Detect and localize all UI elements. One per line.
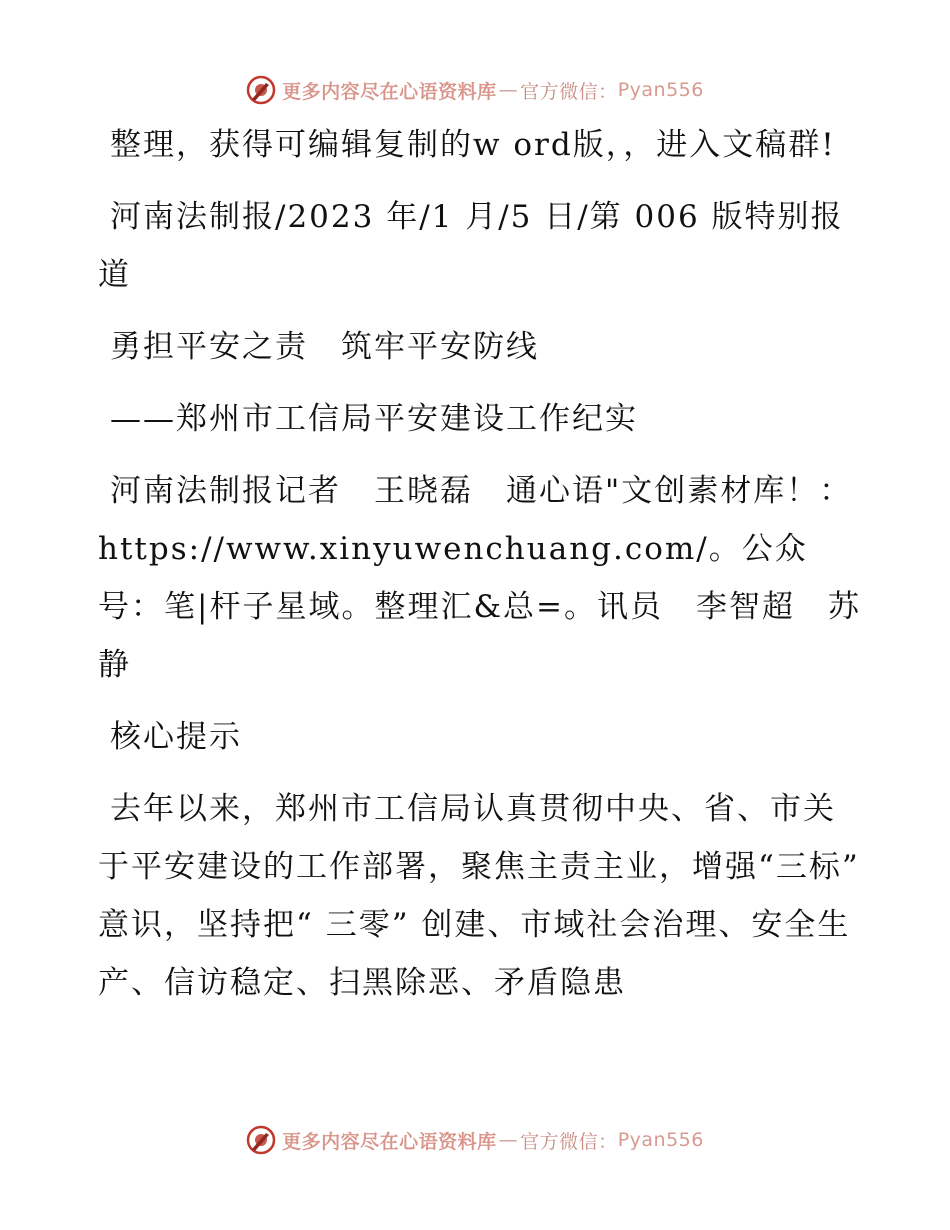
article-subtitle: ——郑州市工信局平安建设工作纪实: [110, 401, 638, 437]
watermark-text: 更多内容尽在心语资料库: [282, 1130, 497, 1153]
paragraph-body: 去年以来，郑州市工信局认真贯彻中央、省、市关于平安建设的工作部署，聚焦主责主业，增强“三标” 意识，坚持把“ 三零” 创建、市域社会治理、安全生产、信访稳定、扫黑除恶、矛盾隐患: [98, 791, 860, 1001]
paragraph-source-line: 河南法制报/2023 年/1 月/5 日/第 006 版特别报道: [98, 199, 844, 293]
watermark-wechat-id: Pyan556: [617, 79, 704, 101]
paragraph-byline: 河南法制报记者 王晓磊 通心语"文创素材库！：https://www.xinyuwenchuang.com/。公众号：笔|杆子星域。整理汇&总=。讯员 李智超 苏静: [98, 473, 862, 683]
document-body: [98, 116, 868, 1026]
quill-logo-icon: [246, 1125, 276, 1155]
watermark-wechat-id: Pyan556: [617, 1129, 704, 1151]
header-watermark: [0, 70, 950, 110]
watermark-dash: —: [498, 79, 519, 101]
footer-watermark: [0, 1120, 950, 1160]
quill-logo-icon: [246, 75, 276, 105]
watermark-text: 更多内容尽在心语资料库: [282, 80, 497, 103]
watermark-official-label: 官方微信：: [520, 80, 618, 103]
watermark-dash: —: [498, 1129, 519, 1151]
paragraph-intro-note: 整理，获得可编辑复制的w ord版，，进入文稿群!: [110, 127, 836, 163]
article-title: 勇担平安之责 筑牢平安防线: [110, 329, 539, 365]
section-heading-core: 核心提示: [110, 719, 242, 755]
watermark-official-label: 官方微信：: [520, 1130, 618, 1153]
